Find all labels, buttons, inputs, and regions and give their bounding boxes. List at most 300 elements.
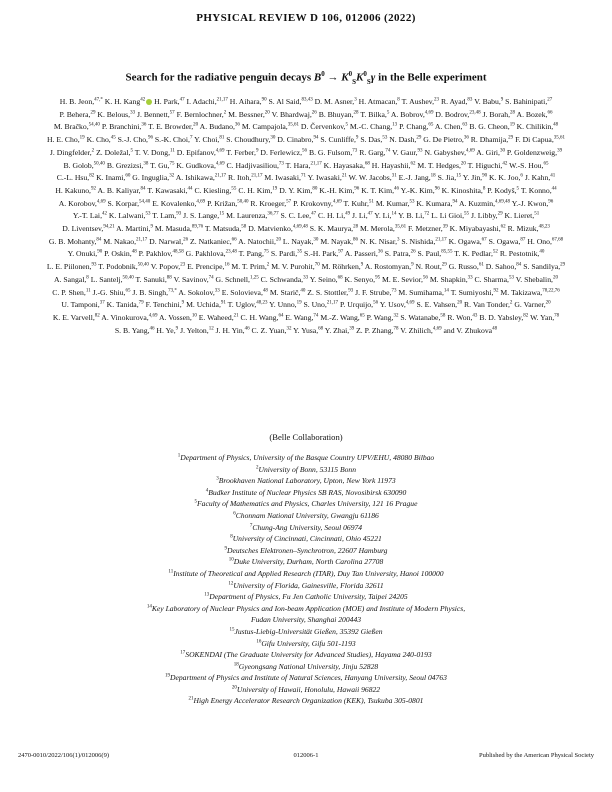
author-name: Y. Zhai, — [324, 325, 350, 335]
author-entry — [136, 275, 172, 284]
author-entry — [61, 300, 104, 309]
author-affiliation-marks: 97 — [338, 249, 344, 255]
author-name: C. Z. Yuan, — [251, 325, 287, 335]
author-affiliation-marks: 20 — [552, 275, 558, 281]
author-name: C. Schwanda, — [260, 274, 304, 284]
author-name: G. Pakhlova, — [185, 249, 226, 259]
author-entry — [344, 199, 374, 208]
author-name: K. Gudkova, — [176, 160, 216, 170]
author-name: and V. Zhukova — [443, 325, 493, 335]
author-affiliation-marks: 58 — [440, 313, 446, 319]
author-affiliation-marks: 94,21 — [103, 224, 115, 230]
author-name: Y.-K. Kim, — [400, 185, 435, 195]
author-name: Z. P. Zhang, — [356, 325, 394, 335]
author-entry — [186, 300, 226, 309]
author-list — [46, 96, 566, 337]
affiliation-line — [40, 568, 572, 580]
author-affiliation-marks: 78 — [393, 326, 399, 332]
orcid-icon[interactable] — [146, 99, 152, 105]
author-name: K. T. Kim, — [361, 185, 395, 195]
affiliation-line — [40, 545, 572, 557]
author-affiliation-marks: 95 — [375, 275, 381, 281]
author-entry — [186, 249, 237, 258]
author-affiliation-marks: 9 — [355, 135, 359, 141]
author-entry — [525, 173, 555, 182]
author-affiliation-marks: 93 — [348, 287, 354, 293]
author-affiliation-marks: 35,61 — [394, 224, 407, 230]
affiliation-line — [40, 510, 572, 522]
author-entry — [308, 173, 347, 182]
author-name: P. Pakhlov, — [138, 249, 173, 259]
author-affiliation-marks: 48 — [262, 287, 268, 293]
author-affiliation-marks: 96 — [147, 135, 153, 141]
author-entry — [398, 211, 429, 220]
author-name: S. Nishida, — [401, 236, 436, 246]
author-name: A. Ishikawa, — [175, 173, 215, 183]
author-affiliation-marks: 19 — [509, 122, 515, 128]
author-name: S. Korpar, — [107, 198, 140, 208]
author-name: M. Bračko, — [53, 122, 89, 132]
affiliation-line — [40, 522, 572, 534]
author-entry — [301, 122, 348, 131]
author-name: H. Hayashii, — [371, 160, 411, 170]
author-affiliation-marks: 5 — [345, 122, 348, 128]
author-entry — [424, 148, 474, 157]
author-entry — [475, 275, 514, 284]
author-affiliation-marks: 70 — [314, 262, 320, 268]
author-entry — [398, 288, 448, 297]
author-entry — [310, 224, 358, 233]
author-affiliation-marks: 58 — [241, 224, 247, 230]
author-entry — [310, 275, 343, 284]
author-name: K. Kinoshita, — [441, 185, 483, 195]
author-entry — [281, 211, 317, 220]
author-name: M. Iwasaki, — [264, 173, 301, 183]
author-affiliation-marks: 53 — [508, 275, 514, 281]
author-affiliation-marks: 86 — [353, 237, 359, 243]
author-affiliation-marks: 3 — [354, 97, 357, 103]
author-entry — [105, 97, 152, 106]
author-name: F. Di Capua, — [515, 135, 554, 145]
affiliation-text: Brookhaven National Laboratory, Upton, New York 11973 — [218, 476, 396, 486]
author-affiliation-marks: 49 — [345, 211, 351, 217]
author-name: A. Bobrov, — [390, 109, 425, 119]
author-name: B. Bhuyan, — [318, 109, 354, 119]
affiliation-line — [40, 533, 572, 545]
author-name: L. Li Gioi, — [431, 211, 465, 221]
author-affiliation-marks: 38 — [143, 160, 149, 166]
author-entry — [459, 199, 510, 208]
author-name: K. H. Kang — [104, 97, 141, 106]
author-affiliation-marks: 36 — [234, 122, 240, 128]
author-affiliation-marks: 31 — [391, 173, 397, 179]
author-affiliation-marks: 47 — [367, 211, 373, 217]
affiliation-number: 9 — [224, 546, 228, 552]
author-name: K. Kumara, — [416, 198, 453, 208]
author-entry — [239, 249, 269, 258]
author-affiliation-marks: 30 — [499, 148, 505, 154]
author-affiliation-marks: 36 — [377, 249, 383, 255]
author-entry — [367, 313, 399, 322]
author-affiliation-marks: 33 — [214, 287, 220, 293]
footer-publisher: Published by the American Physical Society — [479, 752, 594, 759]
author-entry — [93, 288, 131, 297]
author-affiliation-marks: 56 — [302, 148, 308, 154]
author-name: J. B. Singh, — [132, 287, 169, 297]
author-name: J. Dingfelder, — [49, 147, 92, 157]
author-name: S. Bahinipati, — [505, 97, 548, 106]
author-name: K. Lalwani, — [108, 211, 146, 221]
author-name: D. Y. Kim, — [279, 185, 313, 195]
author-name: H. Atmacan, — [358, 97, 398, 106]
author-name: N. Rout, — [415, 262, 442, 272]
author-name: Y. Li, — [374, 211, 392, 221]
author-entry — [176, 161, 224, 170]
affiliation-number: 17 — [180, 650, 186, 656]
affiliation-text: Department of Physics, University of the Basque Country UPV/EHU, 48080 Bilbao — [180, 453, 435, 462]
author-entry — [349, 173, 397, 182]
author-affiliation-marks: 84 — [140, 186, 146, 192]
author-affiliation-marks: 48 — [553, 122, 559, 128]
author-affiliation-marks: 13 — [392, 122, 398, 128]
author-name: L. Santelj, — [90, 274, 123, 284]
author-entry — [178, 288, 219, 297]
affiliation-text: Deutsches Elektronen–Synchrotron, 22607 Hamburg — [227, 545, 388, 555]
author-affiliation-marks: 65 — [428, 122, 434, 128]
author-name: Y. Unno, — [269, 300, 297, 310]
author-affiliation-marks: 29 — [441, 262, 447, 268]
author-entry — [226, 211, 278, 220]
author-affiliation-marks: 23 — [434, 97, 440, 103]
author-entry — [435, 122, 468, 131]
author-entry — [107, 300, 144, 309]
affiliation-line — [40, 452, 572, 464]
author-affiliation-marks: 4,69 — [148, 313, 158, 319]
author-entry — [103, 237, 147, 246]
author-entry — [279, 186, 317, 195]
author-affiliation-marks: 28 — [510, 110, 516, 116]
author-entry — [250, 199, 291, 208]
author-entry — [277, 135, 318, 144]
author-name: G. De Pietro, — [423, 135, 464, 145]
author-affiliation-marks: 37 — [99, 300, 105, 306]
author-entry — [430, 275, 473, 284]
author-entry — [205, 224, 246, 233]
volume-info: 106, 012006 (2022) — [321, 12, 416, 24]
journal-header — [0, 12, 612, 24]
author-affiliation-marks: 71 — [300, 173, 306, 179]
author-name: K. Cho, — [86, 135, 111, 145]
affiliation-text: Chung-Ang University, Seoul 06974 — [252, 522, 363, 532]
author-affiliation-marks: 11 — [85, 287, 91, 293]
author-affiliation-marks: 10 — [191, 313, 197, 319]
author-name: D. Narwal, — [149, 236, 184, 246]
author-name: A. Vossen, — [158, 312, 192, 322]
author-entry — [391, 110, 434, 119]
author-entry — [489, 173, 523, 182]
author-entry — [449, 262, 484, 271]
author-name: P. Kodyš, — [487, 185, 517, 195]
author-name: P. Branchini, — [101, 122, 142, 132]
author-affiliation-marks: 21,17 — [326, 300, 339, 306]
author-entry — [530, 313, 559, 322]
author-affiliation-marks: 6 — [520, 173, 523, 179]
author-name: T. Pang, — [238, 249, 264, 259]
author-affiliation-marks: 66 — [231, 237, 237, 243]
affiliation-text: University of Florida, Gainesville, Florida 32611 — [233, 580, 384, 590]
author-name: C.-L. Hsu, — [56, 173, 90, 183]
author-affiliation-marks: 56 — [422, 275, 428, 281]
author-entry — [272, 110, 317, 119]
affiliation-list — [40, 452, 572, 707]
author-entry — [361, 186, 399, 195]
affiliation-text: University of Bonn, 53115 Bonn — [258, 464, 356, 474]
affiliation-number: 8 — [230, 534, 233, 540]
author-entry — [261, 275, 309, 284]
author-entry — [471, 211, 503, 220]
author-affiliation-marks: 83,43 — [301, 97, 313, 103]
author-name: Y. Usov, — [379, 300, 406, 310]
author-entry — [107, 161, 149, 170]
author-affiliation-marks: 39 — [557, 148, 563, 154]
author-entry — [226, 148, 258, 157]
author-name: Y. B. Li, — [398, 211, 425, 221]
author-name: B. Golob, — [63, 160, 94, 170]
author-entry — [104, 249, 137, 258]
author-name: C. H. Li, — [318, 211, 346, 221]
author-entry — [53, 313, 100, 322]
author-affiliation-marks: 66 — [547, 110, 553, 116]
author-name: M. T. Hedges, — [417, 160, 461, 170]
author-name: J. Li, — [352, 211, 368, 221]
author-name: B. G. Fulsom, — [308, 147, 353, 157]
author-affiliation-marks: 73 — [278, 160, 284, 166]
author-entry — [62, 224, 114, 233]
author-affiliation-marks: 5 — [130, 148, 133, 154]
author-name: V. Popov, — [150, 262, 181, 272]
author-name: A. Natochii, — [238, 236, 276, 246]
author-name: R. Pestotnik, — [499, 249, 540, 259]
author-name: Y. Yusa, — [293, 325, 319, 335]
author-affiliation-marks: 20 — [264, 110, 270, 116]
author-name: Y. Choi, — [194, 135, 220, 145]
author-entry — [315, 97, 357, 106]
author-name: M. Masuda, — [154, 224, 192, 234]
author-name: W.-S. Hou, — [509, 160, 544, 170]
author-entry — [50, 148, 94, 157]
author-affiliation-marks: 20 — [193, 122, 199, 128]
author-entry — [60, 97, 103, 106]
author-name: F. Metzner, — [407, 224, 443, 234]
author-name: N. K. Nisar, — [359, 236, 397, 246]
author-name: Y. Onuki, — [67, 249, 98, 259]
author-entry — [401, 237, 446, 246]
author-entry — [365, 262, 414, 271]
author-name: M. Laurenza, — [226, 211, 268, 221]
author-name: M.-Z. Wang, — [320, 312, 360, 322]
author-affiliation-marks: 90 — [97, 249, 103, 255]
affiliation-line — [40, 684, 572, 696]
author-affiliation-marks: 53 — [382, 135, 388, 141]
author-affiliation-marks: 52 — [492, 249, 498, 255]
author-entry — [270, 288, 306, 297]
author-name: R. Garg, — [359, 147, 386, 157]
author-name: Y. Seino, — [309, 274, 338, 284]
author-entry — [73, 211, 107, 220]
author-entry — [417, 161, 466, 170]
author-entry — [508, 224, 550, 233]
affiliation-line — [40, 695, 572, 707]
author-name: S. C. Lee, — [280, 211, 312, 221]
author-entry — [228, 300, 268, 309]
author-affiliation-marks: 43 — [472, 313, 478, 319]
author-entry — [521, 186, 557, 195]
author-entry — [515, 135, 565, 144]
author-entry — [222, 288, 268, 297]
author-affiliation-marks: 85,55 — [441, 249, 453, 255]
author-entry — [118, 135, 153, 144]
author-affiliation-marks: 20 — [457, 300, 463, 306]
author-affiliation-marks: 19 — [272, 186, 278, 192]
author-entry — [154, 97, 184, 106]
author-affiliation-marks: 23 — [180, 262, 186, 268]
author-name: G. Varner, — [514, 300, 546, 310]
author-affiliation-marks: 35,61 — [553, 135, 566, 141]
author-entry — [517, 122, 559, 131]
author-entry — [155, 224, 203, 233]
author-affiliation-marks: 21,17 — [435, 237, 447, 243]
author-entry — [309, 148, 357, 157]
author-entry — [149, 237, 188, 246]
author-affiliation-marks: 47 — [311, 211, 317, 217]
author-entry — [159, 313, 197, 322]
author-affiliation-marks: 50,40 — [137, 262, 149, 268]
author-name: D. Červenkov, — [300, 122, 346, 132]
author-affiliation-marks: 94 — [313, 135, 319, 141]
affiliation-line — [40, 487, 572, 499]
author-name: T. Kuhr, — [343, 198, 369, 208]
author-entry — [216, 275, 259, 284]
author-name: B. D. Yabsley, — [479, 312, 524, 322]
author-name: K. Senyo, — [344, 274, 376, 284]
author-affiliation-marks: 9 — [181, 300, 185, 306]
author-entry — [372, 161, 416, 170]
author-entry — [183, 211, 224, 220]
author-affiliation-marks: 4,69 — [332, 199, 342, 205]
footer-page-number: 012006-1 — [293, 752, 319, 759]
author-name: K. K. Joo, — [489, 173, 521, 183]
author-entry — [385, 249, 416, 258]
author-affiliation-marks: 55 — [464, 211, 470, 217]
author-affiliation-marks: 42 — [502, 160, 508, 166]
author-entry — [271, 262, 320, 271]
author-entry — [360, 237, 400, 246]
author-name: S. Sandilya, — [523, 262, 561, 272]
author-entry — [505, 97, 552, 106]
author-affiliation-marks: 54,40 — [139, 199, 151, 205]
author-entry — [389, 135, 421, 144]
author-name: S. Pardi, — [270, 249, 298, 259]
author-name: C. P. Shen, — [52, 287, 86, 297]
author-name: A. Bozek, — [516, 109, 548, 119]
author-name: K. E. Varvell, — [52, 312, 95, 322]
author-affiliation-marks: 9 — [150, 224, 153, 230]
author-entry — [325, 326, 354, 335]
author-affiliation-marks: 78,22,76 — [542, 287, 560, 293]
author-affiliation-marks: 51 — [534, 211, 540, 217]
author-name: Z. S. Stottler, — [307, 287, 349, 297]
author-name: T. Matsuda, — [204, 224, 242, 234]
author-affiliation-marks: 14 — [391, 211, 397, 217]
author-name: V. Gaur, — [392, 147, 418, 157]
author-name: L. E. Piilonen, — [46, 262, 92, 272]
author-entry — [523, 262, 565, 271]
author-affiliation-marks: 75 — [263, 249, 269, 255]
author-name: K. Inami, — [96, 173, 126, 183]
affiliation-line — [40, 649, 572, 661]
author-name: V. Zhilich, — [400, 325, 433, 335]
affiliation-text: SOKENDAI (The Graduate University for Advanced Studies), Hayama 240-0193 — [185, 650, 432, 660]
author-entry — [380, 300, 415, 309]
author-affiliation-marks: 65 — [125, 287, 131, 293]
author-name: D. Bodrov, — [435, 109, 470, 119]
author-affiliation-marks: 96 — [434, 186, 440, 192]
affiliation-line — [40, 498, 572, 510]
author-name: S.-H. Park, — [304, 249, 339, 259]
author-affiliation-marks: 83 — [467, 97, 473, 103]
author-entry — [476, 148, 505, 157]
author-affiliation-marks: 84 — [516, 262, 522, 268]
author-name: S. Patra, — [384, 249, 411, 259]
affiliation-text: Chonnam National University, Gwangju 61186 — [235, 510, 379, 520]
author-name: P. Chang, — [399, 122, 429, 132]
author-name: C. Sharma, — [474, 274, 509, 284]
author-affiliation-marks: 23,48 — [469, 110, 481, 116]
author-entry — [260, 148, 307, 157]
author-entry — [108, 199, 151, 208]
author-entry — [447, 313, 477, 322]
affiliation-number: 16 — [256, 638, 262, 644]
author-affiliation-marks: 32 — [393, 313, 399, 319]
author-entry — [87, 135, 116, 144]
author-name: F. Tenchini, — [145, 300, 182, 310]
author-name: M. Nayak, — [320, 236, 354, 246]
author-affiliation-marks: 68 — [318, 326, 324, 332]
author-affiliation-marks: 87 — [520, 237, 526, 243]
author-affiliation-marks: 44 — [551, 186, 557, 192]
affiliation-number: 1 — [177, 453, 181, 459]
author-affiliation-marks: 1,25 — [249, 275, 259, 281]
author-name: A. Martini, — [116, 224, 151, 234]
author-name: S. Cunliffe, — [320, 135, 356, 145]
author-entry — [216, 326, 250, 335]
author-affiliation-marks: 53 — [409, 199, 415, 205]
author-name: R. Mizuk, — [507, 224, 539, 234]
author-affiliation-marks: 36,77 — [267, 211, 279, 217]
author-affiliation-marks: 92 — [493, 287, 499, 293]
author-affiliation-marks: 88 — [166, 275, 172, 281]
author-name: A. Korobov, — [58, 198, 97, 208]
author-entry — [227, 161, 284, 170]
author-entry — [442, 186, 486, 195]
author-affiliation-marks: 74 — [385, 148, 391, 154]
author-name: M. Sumihama, — [398, 287, 444, 297]
author-name: Z. Natkaniec, — [190, 236, 232, 246]
author-affiliation-marks: 27 — [547, 97, 553, 103]
author-affiliation-marks: 94 — [452, 199, 458, 205]
affiliation-text: Department of Physics, Fu Jen Catholic University, Taipei 24205 — [209, 592, 408, 602]
author-affiliation-marks: 2 — [91, 148, 95, 154]
